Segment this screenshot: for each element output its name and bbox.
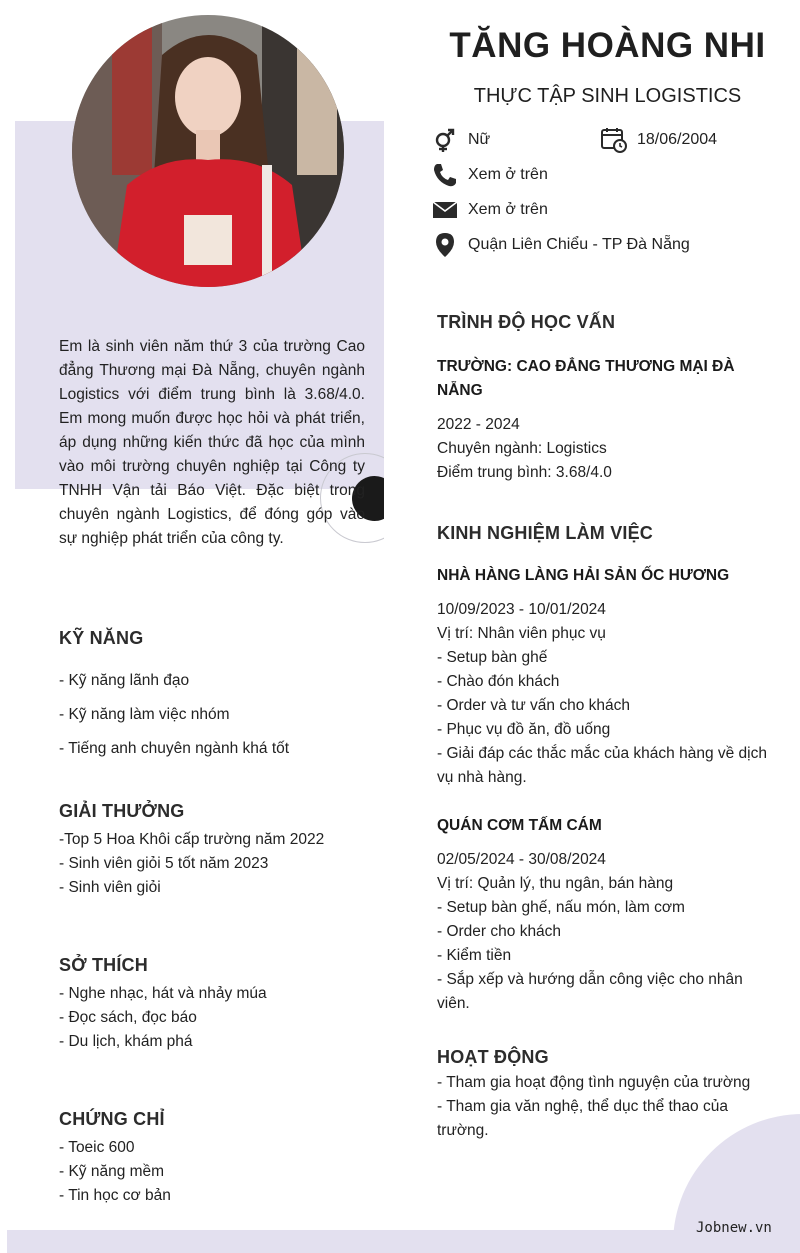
job-task: - Order và tư vấn cho khách — [437, 697, 631, 714]
education-section — [437, 312, 767, 485]
gender-row — [432, 127, 490, 153]
profile-photo — [72, 15, 344, 287]
envelope-icon — [432, 197, 458, 223]
job-position: Vị trí: Nhân viên phục vụ — [437, 625, 606, 642]
gender-value: Nữ — [468, 131, 491, 148]
education-period: 2022 - 2024 — [437, 416, 520, 433]
birthday-value: 18/06/2004 — [637, 131, 718, 148]
activities-section — [437, 1047, 767, 1143]
job-period: 02/05/2024 - 30/08/2024 — [437, 851, 606, 868]
skill-item: - Tiếng anh chuyên ngành khá tốt — [59, 740, 290, 757]
gender-icon — [432, 127, 458, 153]
map-pin-icon — [432, 232, 458, 258]
skill-item: - Kỹ năng làm việc nhóm — [59, 706, 230, 723]
job-task: - Order cho khách — [437, 923, 562, 940]
job-task: - Chào đón khách — [437, 673, 560, 690]
award-item: - Sinh viên giỏi — [59, 879, 161, 896]
phone-value: Xem ở trên — [468, 166, 548, 183]
skills-title: KỸ NĂNG — [59, 628, 144, 648]
job-task: - Sắp xếp và hướng dẫn công việc cho nhân viên. — [437, 971, 743, 1012]
footer-brand: Jobnew.vn — [696, 1220, 772, 1236]
education-gpa: Điểm trung bình: 3.68/4.0 — [437, 464, 612, 481]
about-text: Em là sinh viên năm thứ 3 của trường Cao đẳng Thương mại Đà Nẵng, chuyên ngành Logistics với điểm trung bình là 3.68/4.0. Em mong muốn được học hỏi và phát triển, áp dụng những kiến thức đã học của mình vào môi trường chuyên nghiệp tại Công ty TNHH Vận tải Báo Việt. Đặc biệt trong chuyên ngành Logistics, để đóng góp vào sự nghiệp phát triển của công ty. — [59, 338, 365, 547]
experience-section — [437, 523, 767, 1016]
candidate-role: THỰC TẬP SINH LOGISTICS — [473, 85, 742, 107]
phone-row — [432, 162, 548, 188]
hobby-item: - Đọc sách, đọc báo — [59, 1009, 197, 1026]
email-value: Xem ở trên — [468, 201, 548, 218]
education-title: TRÌNH ĐỘ HỌC VẤN — [437, 312, 616, 332]
footer-bar — [7, 1230, 800, 1253]
address-row — [432, 232, 690, 258]
hobby-item: - Du lịch, khám phá — [59, 1033, 193, 1050]
job-task: - Setup bàn ghế, nấu món, làm cơm — [437, 899, 685, 916]
candidate-name: TĂNG HOÀNG NHI — [449, 26, 766, 65]
certificates-section — [59, 1109, 379, 1208]
hobby-item: - Nghe nhạc, hát và nhảy múa — [59, 985, 267, 1002]
hobbies-section — [59, 955, 379, 1054]
education-major: Chuyên ngành: Logistics — [437, 440, 607, 457]
calendar-icon — [601, 127, 627, 153]
awards-title: GIẢI THƯỞNG — [59, 801, 185, 821]
job-company: NHÀ HÀNG LÀNG HẢI SẢN ỐC HƯƠNG — [437, 567, 730, 584]
certificates-title: CHỨNG CHỈ — [59, 1109, 165, 1129]
experience-title: KINH NGHIỆM LÀM VIỆC — [437, 523, 654, 543]
certificate-item: - Tin học cơ bản — [59, 1187, 171, 1204]
email-row — [432, 197, 548, 223]
job-company: QUÁN CƠM TẤM CÁM — [437, 817, 602, 834]
job-task: - Phục vụ đồ ăn, đồ uống — [437, 721, 611, 738]
activities-title: HOẠT ĐỘNG — [437, 1047, 549, 1067]
portrait-photo — [72, 15, 344, 287]
activity-item: - Tham gia hoạt động tình nguyện của trường — [437, 1074, 751, 1091]
job-task: - Kiểm tiền — [437, 947, 512, 964]
awards-section — [59, 801, 379, 900]
hobbies-title: SỞ THÍCH — [59, 955, 148, 975]
certificate-item: - Kỹ năng mềm — [59, 1163, 165, 1180]
address-value: Quận Liên Chiểu - TP Đà Nẵng — [468, 236, 690, 253]
school-name: TRƯỜNG: CAO ĐẲNG THƯƠNG MẠI ĐÀ NẴNG — [437, 358, 735, 399]
award-item: - Sinh viên giỏi 5 tốt năm 2023 — [59, 855, 269, 872]
job-position: Vị trí: Quản lý, thu ngân, bán hàng — [437, 875, 674, 892]
skill-item: - Kỹ năng lãnh đạo — [59, 672, 190, 689]
job-task: - Setup bàn ghế — [437, 649, 548, 666]
activity-item: - Tham gia văn nghệ, thể dục thể thao của trường. — [437, 1098, 728, 1139]
phone-icon — [432, 162, 458, 188]
birthday-row — [601, 127, 717, 153]
job-period: 10/09/2023 - 10/01/2024 — [437, 601, 606, 618]
award-item: -Top 5 Hoa Khôi cấp trường năm 2022 — [59, 831, 325, 848]
skills-section — [59, 628, 379, 771]
job-task: - Giải đáp các thắc mắc của khách hàng về dịch vụ nhà hàng. — [437, 745, 767, 786]
certificate-item: - Toeic 600 — [59, 1139, 135, 1156]
